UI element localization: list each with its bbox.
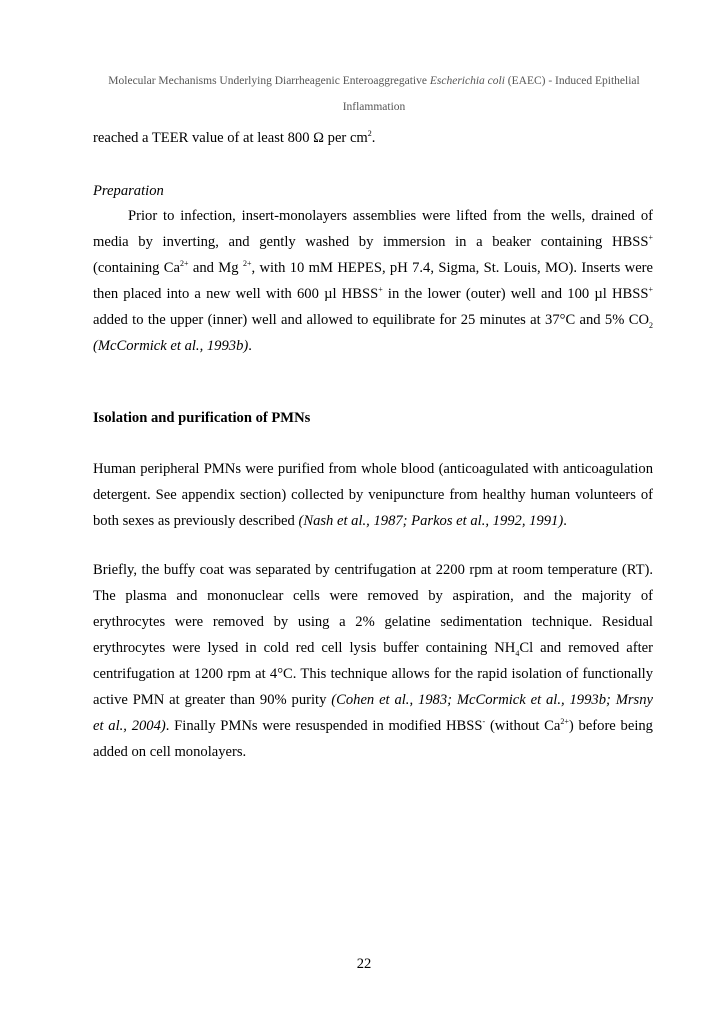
page-number: 22 — [356, 956, 372, 972]
preparation-paragraph — [93, 203, 653, 359]
header-line-2: Inflammation — [342, 101, 406, 113]
iso-p2-line-6: active PMN at greater than 90% purity (Cohen et al., 1983; McCormick et al., 1993b; Mrsny — [93, 692, 654, 708]
iso-p2-line-7: et al., 2004). Finally PMNs were resuspended in modified HBSS- (without $Ca^{2+}$) before being — [93, 717, 653, 734]
iso-p2-line-3: erythrocytes were removed by using a 2% gelatine sedimentation technique. Residual — [93, 614, 653, 630]
prep-line-2: media by inverting, and gently washed by immersion in a beaker containing HBSS+ — [93, 233, 653, 250]
running-header — [80, 68, 668, 120]
preparation-heading: Preparation — [93, 183, 164, 199]
iso-p1-line-2: detergent. See appendix section) collected by venipuncture from healthy human volunteers of — [93, 487, 653, 503]
prep-line-6: (McCormick et al., 1993b). — [93, 338, 252, 354]
iso-p1-line-3: both sexes as previously described (Nash et al., 1987; Parkos et al., 1992, 1991). — [93, 513, 567, 529]
iso-p2-line-1: Briefly, the buffy coat was separated by centrifugation at 2200 rpm at room temperature (RT). — [93, 562, 653, 578]
iso-p2-line-2: The plasma and mononuclear cells were removed by aspiration, and the majority of — [93, 588, 653, 604]
iso-p2-line-8: added on cell monolayers. — [93, 744, 247, 760]
teer-line: reached a TEER value of at least 800 Ω per $cm^2$. — [93, 129, 376, 146]
iso-p1-line-1: Human peripheral PMNs were purified from whole blood (anticoagulated with anticoagulation — [93, 461, 653, 477]
prep-line-3: (containing $Ca^{2+}$ and Mg $^{2+}$, with 10 mM HEPES, pH 7.4, Sigma, St. Louis, MO). Inserts were — [93, 259, 654, 276]
isolation-heading: Isolation and purification of PMNs — [93, 410, 311, 426]
isolation-paragraph-2 — [93, 557, 653, 765]
iso-p2-line-4: erythrocytes were lysed in cold red cell lysis buffer containing $NH_4Cl$ and removed after — [93, 640, 654, 658]
prep-line-4: then placed into a new well with 600 µl HBSS+ in the lower (outer) well and 100 µl HBSS+ — [93, 285, 653, 302]
iso-p2-line-5: centrifugation at 1200 rpm at 4°C. This technique allows for the rapid isolation of functionally — [93, 666, 653, 682]
prep-line-1: Prior to infection, insert-monolayers assemblies were lifted from the wells, drained of — [128, 208, 653, 224]
header-line-1: Molecular Mechanisms Underlying Diarrheagenic Enteroaggregative Escherichia coli (EAEC) - Induced Epithelial — [108, 75, 640, 87]
isolation-paragraph-1 — [93, 456, 653, 534]
prep-line-5: added to the upper (inner) well and allowed to equilibrate for 25 minutes at 37°C and 5% $CO_2$ — [93, 312, 653, 330]
